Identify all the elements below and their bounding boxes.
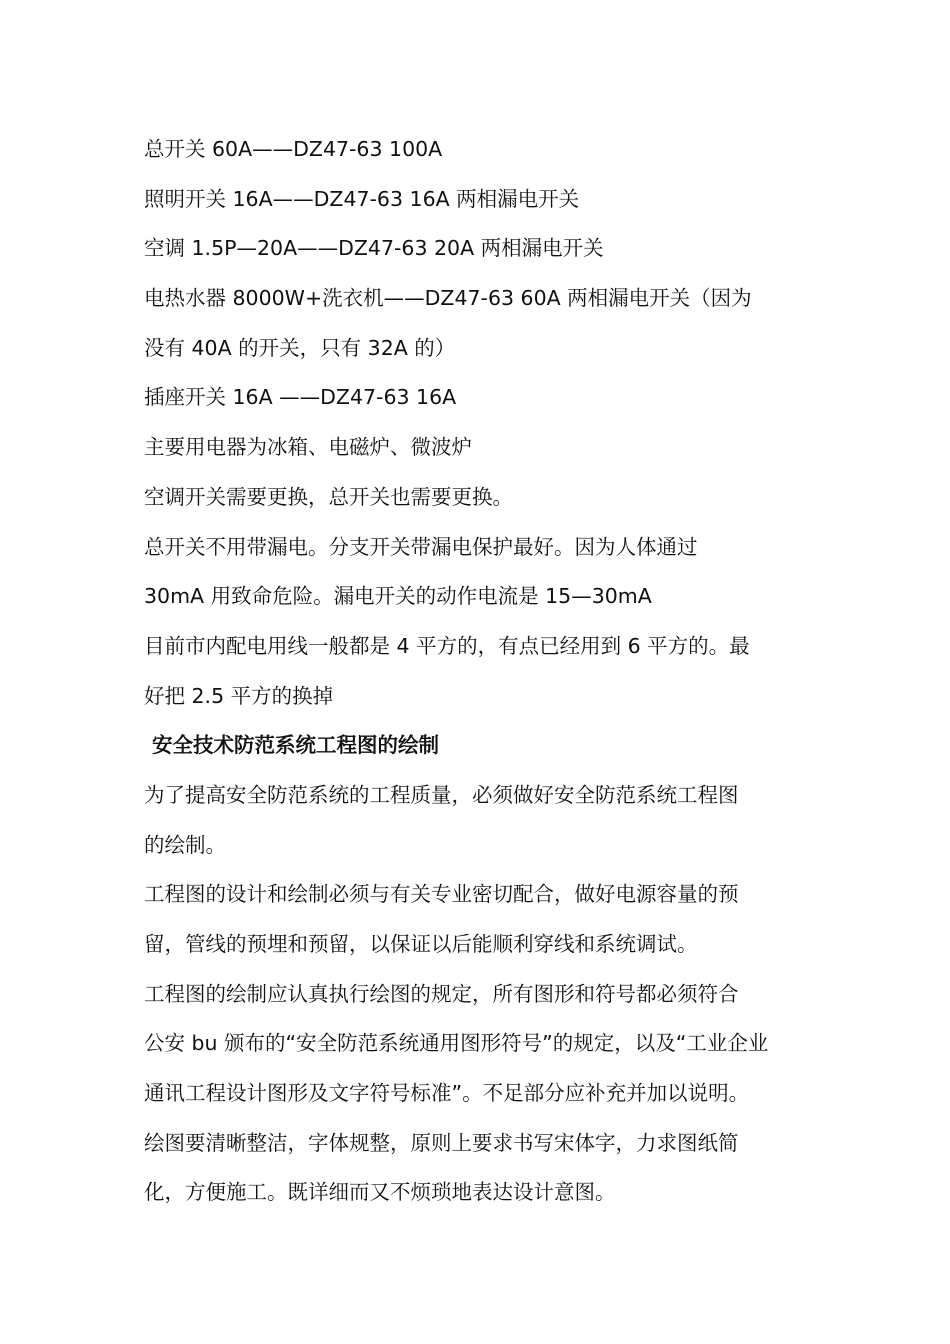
paragraph-line: 公安 bu 颁布的“安全防范系统通用图形符号”的规定，以及“工业企业: [144, 1031, 769, 1056]
section-heading: 安全技术防范系统工程图的绘制: [152, 733, 439, 758]
text-line: 目前市内配电用线一般都是 4 平方的，有点已经用到 6 平方的。最: [144, 633, 750, 658]
paragraph-line: 留，管线的预埋和预留，以保证以后能顺利穿线和系统调试。: [144, 932, 698, 956]
text-line: 总开关不用带漏电。分支开关带漏电保护最好。因为人体通过: [144, 534, 698, 559]
paragraph-line: 工程图的绘制应认真执行绘图的规定，所有图形和符号都必须符合: [144, 981, 739, 1006]
paragraph-line: 化，方便施工。既详细而又不烦琐地表达设计意图。: [144, 1180, 616, 1205]
text-line: 主要用电器为冰箱、电磁炉、微波炉: [144, 435, 472, 460]
paragraph-line: 绘图要清晰整洁，字体规整，原则上要求书写宋体字，力求图纸简: [144, 1130, 739, 1155]
paragraph-line: 工程图的设计和绘制必须与有关专业密切配合，做好电源容量的预: [144, 882, 739, 907]
text-line: 照明开关 16A——DZ47-63 16A 两相漏电开关: [144, 186, 580, 211]
text-line: 没有 40A 的开关，只有 32A 的）: [144, 335, 456, 360]
text-line: 空调开关需要更换，总开关也需要更换。: [144, 484, 513, 509]
text-line: 30mA 用致命危险。漏电开关的动作电流是 15—30mA: [144, 584, 652, 609]
text-line: 插座开关 16A ——DZ47-63 16A: [144, 385, 457, 410]
text-line: 总开关 60A——DZ47-63 100A: [144, 137, 443, 161]
text-line: 电热水器 8000W+洗衣机——DZ47-63 60A 两相漏电开关（因为: [144, 286, 752, 311]
paragraph-line: 通讯工程设计图形及文字符号标准”。不足部分应补充并加以说明。: [144, 1081, 750, 1106]
text-line: 空调 1.5P—20A——DZ47-63 20A 两相漏电开关: [144, 236, 604, 261]
text-line: 好把 2.5 平方的换掉: [144, 683, 334, 708]
paragraph-line: 的绘制。: [144, 832, 226, 857]
document-body: [144, 125, 810, 1218]
paragraph-line: 为了提高安全防范系统的工程质量，必须做好安全防范系统工程图: [144, 782, 739, 807]
